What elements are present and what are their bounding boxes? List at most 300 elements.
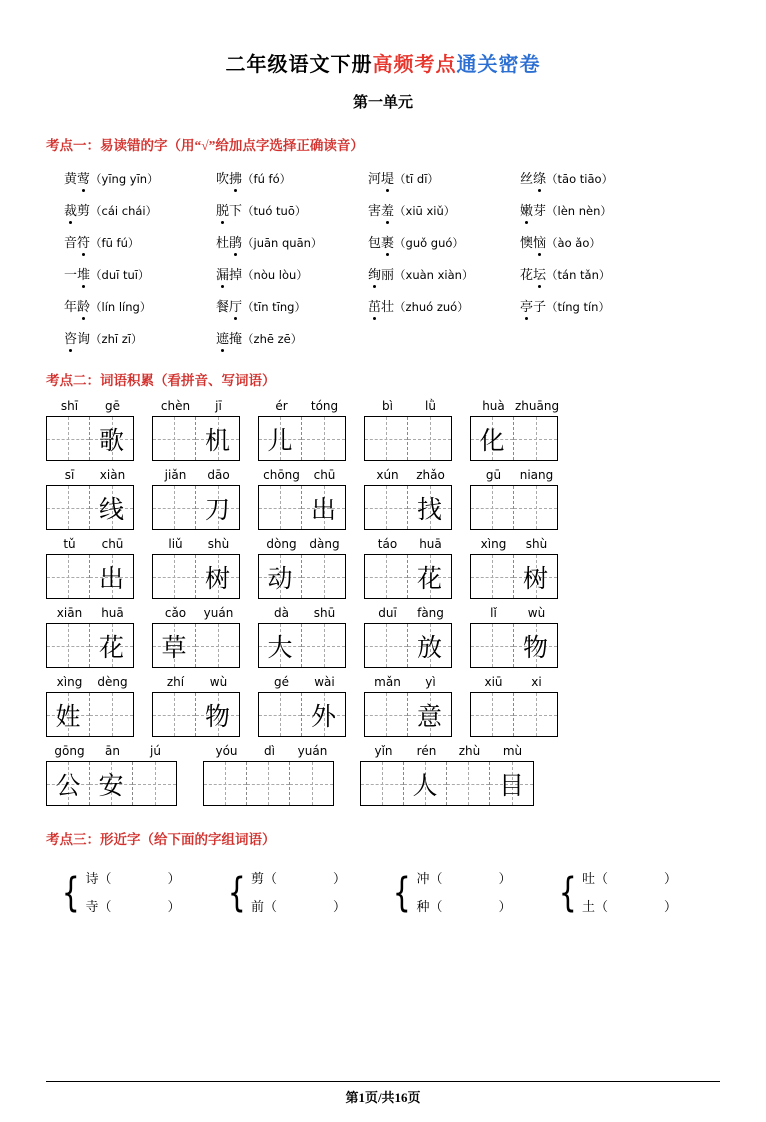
pinyin-choice-item[interactable] [368,296,520,315]
tianzige-cell[interactable] [90,486,133,529]
tianzige-cell[interactable] [408,417,451,460]
pinyin-label: sī xiàn [64,468,126,483]
tianzige-cell[interactable] [196,693,239,736]
tianzige-char [47,624,89,667]
tianzige-char [514,417,557,460]
pinyin-label: xún zhǎo [376,468,445,483]
pinyin-options[interactable]: （lèn nèn） [546,204,612,219]
pinyin-choice-item[interactable] [520,168,672,187]
tianzige-cell[interactable] [47,624,90,667]
tianzige-char [153,486,195,529]
tianzige-boxes[interactable] [470,623,558,668]
xingjinzi-char: 剪（ [250,870,277,886]
tianzige-boxes[interactable] [258,623,346,668]
xingjinzi-char: 冲（ [416,870,443,886]
tianzige-row [46,606,720,668]
pinyin-choice-item[interactable] [520,264,672,283]
tianzige-boxes[interactable] [203,761,334,806]
tianzige-char: 树 [204,565,230,593]
tianzige-boxes[interactable] [46,416,134,461]
word-text: 绚丽 [368,267,394,282]
tianzige-item[interactable] [364,399,452,461]
tianzige-boxes[interactable] [258,554,346,599]
pinyin-choice-item[interactable] [368,264,520,283]
tianzige-cell[interactable] [365,486,408,529]
tianzige-cell[interactable] [302,417,345,460]
tianzige-cell[interactable] [471,486,514,529]
pinyin-choice-item[interactable] [216,328,368,347]
pinyin-options[interactable]: （tāo tiāo） [546,172,614,187]
tianzige-char [365,624,407,667]
tianzige-item[interactable] [258,606,346,668]
tianzige-char: 物 [522,634,548,662]
tianzige-item[interactable] [152,675,240,737]
tianzige-char [365,555,407,598]
brace-icon: { [558,869,577,916]
tianzige-row [46,675,720,737]
tianzige-item[interactable] [470,399,558,461]
tianzige-cell[interactable] [259,693,302,736]
pinyin-label: chèn jī [160,399,222,414]
close-paren: ） [167,870,181,886]
tianzige-cell[interactable] [302,555,345,598]
tianzige-item[interactable] [364,468,452,530]
xingjinzi-row [58,865,720,921]
word-text: 裁剪 [64,203,90,218]
page-title [46,48,720,77]
pinyin-choice-item[interactable] [64,200,216,219]
tianzige-boxes[interactable] [152,416,240,461]
tianzige-boxes[interactable] [258,485,346,530]
pinyin-options[interactable]: （juān quān） [242,236,323,251]
section-2-body [46,399,720,806]
pinyin-label: jiǎn dāo [164,468,230,483]
tianzige-item[interactable] [364,537,452,599]
brace-icon: { [61,869,80,916]
tianzige-item[interactable] [203,744,334,806]
tianzige-item[interactable] [46,744,177,806]
tianzige-boxes[interactable] [258,692,346,737]
word-text: 包裹 [368,235,394,250]
tianzige-item[interactable] [364,606,452,668]
xingjinzi-line[interactable] [85,865,180,893]
pinyin-choice-item[interactable] [520,200,672,219]
tianzige-cell[interactable] [514,624,557,667]
pinyin-options[interactable]: （tī dī） [394,172,439,187]
tianzige-boxes[interactable] [364,485,452,530]
pinyin-options[interactable]: （zhuó zuó） [394,300,469,315]
tianzige-boxes[interactable] [470,416,558,461]
pinyin-choice-item[interactable] [520,296,672,315]
tianzige-row-wide [46,744,720,806]
pinyin-options[interactable]: （xuàn xiàn） [394,268,474,283]
tianzige-cell[interactable] [196,486,239,529]
tianzige-cell[interactable] [447,762,490,805]
tianzige-boxes[interactable] [152,485,240,530]
tianzige-char [290,762,333,805]
xingjinzi-line[interactable] [251,893,346,921]
word-text: 餐厅 [216,299,242,314]
tianzige-char [153,693,195,736]
pinyin-label: xiū xi [484,675,542,690]
tianzige-cell[interactable] [90,693,133,736]
tianzige-cell[interactable] [196,624,239,667]
word-text: 丝绦 [520,171,546,186]
tianzige-char: 线 [98,496,124,524]
tianzige-char [471,624,513,667]
pinyin-options[interactable]: （duī tuī） [90,268,150,283]
tianzige-boxes[interactable] [470,485,558,530]
tianzige-char [133,762,176,805]
tianzige-row [46,399,720,461]
pinyin-options[interactable]: （ào ǎo） [546,236,601,251]
pinyin-options[interactable]: （xiū xiǔ） [394,204,456,219]
tianzige-char [471,555,513,598]
tianzige-cell[interactable] [259,624,302,667]
footer-divider [46,1081,720,1082]
tianzige-item[interactable] [364,675,452,737]
pinyin-choice-item[interactable] [216,232,368,251]
word-text: 茁壮 [368,299,394,314]
close-paren: ） [498,870,512,886]
word-text: 音符 [64,235,90,250]
pinyin-options[interactable]: （fū fú） [90,236,140,251]
tianzige-char [471,486,513,529]
tianzige-char [447,762,489,805]
section-1-heading: 考点一：易读错的字（用“√”给加点字选择正确读音） [46,138,364,153]
pinyin-label: táo huā [377,537,442,552]
page-subtitle: 第一单元 [352,95,413,111]
tianzige-item[interactable] [46,537,134,599]
tianzige-item[interactable] [152,606,240,668]
xingjinzi-group[interactable] [389,865,555,921]
pinyin-choice-row [64,328,720,347]
tianzige-char [302,624,345,667]
tianzige-cell[interactable] [408,555,451,598]
section-3-body [46,865,720,921]
tianzige-boxes[interactable] [152,692,240,737]
tianzige-cell[interactable] [471,555,514,598]
tianzige-boxes[interactable] [46,485,134,530]
close-paren: ） [332,898,346,914]
tianzige-boxes[interactable] [470,554,558,599]
tianzige-item[interactable] [470,606,558,668]
pinyin-label: ér tóng [275,399,339,414]
tianzige-cell[interactable] [514,486,557,529]
tianzige-char [471,693,513,736]
tianzige-cell[interactable] [302,693,345,736]
tianzige-boxes[interactable] [46,692,134,737]
tianzige-cell[interactable] [302,486,345,529]
tianzige-item[interactable] [360,744,534,806]
tianzige-cell[interactable] [408,693,451,736]
tianzige-cell[interactable] [47,417,90,460]
close-paren: ） [663,870,677,886]
pinyin-choice-row [64,200,720,219]
tianzige-row [46,537,720,599]
tianzige-char [196,624,239,667]
pinyin-options[interactable]: （lín líng） [90,300,152,315]
pinyin-label: xìng dèng [56,675,128,690]
xingjinzi-line[interactable] [416,893,511,921]
tianzige-item[interactable] [46,675,134,737]
tianzige-cell[interactable] [259,486,302,529]
tianzige-boxes[interactable] [152,623,240,668]
word-text: 年龄 [64,299,90,314]
pinyin-label: huà zhuāng [482,399,560,414]
pinyin-options[interactable]: （yīng yīn） [90,172,159,187]
tianzige-char: 儿 [267,427,293,455]
pinyin-label: xìng shù [480,537,548,552]
pinyin-choice-item[interactable] [216,200,368,219]
tianzige-cell[interactable] [365,693,408,736]
word-text: 脱下 [216,203,242,218]
tianzige-char [302,555,345,598]
xingjinzi-line[interactable] [85,893,180,921]
xingjinzi-char: 土（ [581,898,608,914]
pinyin-choice-item[interactable] [368,168,520,187]
tianzige-char: 歌 [98,427,124,455]
tianzige-cell[interactable] [471,624,514,667]
tianzige-char: 物 [204,703,230,731]
tianzige-cell[interactable] [153,486,196,529]
xingjinzi-line[interactable] [251,865,346,893]
pinyin-options[interactable]: （cái chái） [90,204,158,219]
xingjinzi-char: 吐（ [581,870,608,886]
tianzige-char [361,762,403,805]
tianzige-char [365,693,407,736]
tianzige-item[interactable] [152,399,240,461]
close-paren: ） [663,898,677,914]
tianzige-char: 公 [55,772,81,800]
tianzige-char: 人 [412,772,438,800]
tianzige-char [153,555,195,598]
pinyin-options[interactable]: （guǒ guó） [394,236,464,251]
tianzige-char: 出 [310,496,336,524]
tianzige-cell[interactable] [302,624,345,667]
tianzige-cell[interactable] [259,417,302,460]
tianzige-item[interactable] [470,675,558,737]
title-part3: 通关密卷 [456,54,541,76]
pinyin-label: xiān huā [56,606,124,621]
tianzige-char: 动 [267,565,293,593]
tianzige-cell[interactable] [204,762,247,805]
close-paren: ） [167,898,181,914]
tianzige-boxes[interactable] [258,416,346,461]
pinyin-choice-item[interactable] [64,232,216,251]
pinyin-options[interactable]: （fú fó） [242,172,292,187]
tianzige-row [46,468,720,530]
tianzige-item[interactable] [258,675,346,737]
pinyin-label: bì lǜ [382,399,436,414]
tianzige-cell[interactable] [133,762,176,805]
pinyin-options[interactable]: （tuó tuō） [242,204,307,219]
tianzige-boxes[interactable] [360,761,534,806]
tianzige-item[interactable] [152,537,240,599]
tianzige-cell[interactable] [514,417,557,460]
tianzige-item[interactable] [46,399,134,461]
tianzige-char [365,417,407,460]
pinyin-choice-item[interactable] [216,168,368,187]
tianzige-cell[interactable] [408,486,451,529]
pinyin-options[interactable]: （zhī zī） [90,332,143,347]
pinyin-options[interactable]: （nòu lòu） [242,268,308,283]
brace-icon: { [227,869,246,916]
tianzige-item[interactable] [46,468,134,530]
tianzige-item[interactable] [152,468,240,530]
section-1-body [46,168,720,347]
tianzige-cell[interactable] [47,486,90,529]
pinyin-choice-row [64,264,720,283]
pinyin-label: gū niang [485,468,554,483]
pinyin-choice-item[interactable] [368,200,520,219]
tianzige-item[interactable] [258,468,346,530]
word-text: 河堤 [368,171,394,186]
tianzige-cell[interactable] [90,624,133,667]
xingjinzi-group[interactable] [58,865,224,921]
word-text: 咨询 [64,331,90,346]
tianzige-cell[interactable] [514,693,557,736]
tianzige-char [90,693,133,736]
tianzige-char [302,417,345,460]
tianzige-boxes[interactable] [46,623,134,668]
xingjinzi-line[interactable] [582,865,677,893]
tianzige-item[interactable] [470,537,558,599]
section-2-heading: 考点二：词语积累（看拼音、写词语） [46,373,276,389]
pinyin-choice-item[interactable] [64,264,216,283]
tianzige-cell[interactable] [153,693,196,736]
tianzige-char: 出 [98,565,124,593]
tianzige-item[interactable] [46,606,134,668]
word-text: 一堆 [64,267,90,282]
pinyin-label: cǎo yuán [164,606,234,621]
pinyin-label: chōng chū [263,468,336,483]
tianzige-cell[interactable] [47,555,90,598]
brace-icon: { [392,869,411,916]
pinyin-label: yǐn rén zhù mù [374,744,523,759]
tianzige-cell[interactable] [247,762,290,805]
xingjinzi-char: 诗（ [85,870,112,886]
xingjinzi-group[interactable] [224,865,390,921]
tianzige-cell[interactable] [408,624,451,667]
pinyin-choice-item[interactable] [64,168,216,187]
tianzige-cell[interactable] [90,417,133,460]
tianzige-cell[interactable] [153,417,196,460]
pinyin-choice-row [64,168,720,187]
tianzige-cell[interactable] [365,417,408,460]
tianzige-char [259,693,301,736]
tianzige-cell[interactable] [196,555,239,598]
tianzige-boxes[interactable] [364,692,452,737]
tianzige-cell[interactable] [259,555,302,598]
pinyin-choice-item[interactable] [64,296,216,315]
word-text: 亭子 [520,299,546,314]
word-text: 遮掩 [216,331,242,346]
tianzige-boxes[interactable] [364,416,452,461]
tianzige-cell[interactable] [404,762,447,805]
tianzige-char: 刀 [204,496,230,524]
tianzige-cell[interactable] [47,762,90,805]
tianzige-cell[interactable] [365,624,408,667]
pinyin-label: gōng ān jú [54,744,161,759]
tianzige-char: 放 [416,634,442,662]
tianzige-char [259,486,301,529]
tianzige-char [47,486,89,529]
tianzige-cell[interactable] [196,417,239,460]
pinyin-label: lǐ wù [490,606,546,621]
pinyin-options[interactable]: （zhē zē） [242,332,303,347]
tianzige-char [153,417,195,460]
tianzige-cell[interactable] [47,693,90,736]
pinyin-choice-item[interactable] [216,264,368,283]
xingjinzi-group[interactable] [555,865,721,921]
pinyin-label: duī fàng [378,606,444,621]
tianzige-item[interactable] [258,399,346,461]
tianzige-cell[interactable] [153,624,196,667]
pinyin-label: liǔ shù [168,537,230,552]
word-text: 杜鹃 [216,235,242,250]
pinyin-choice-row [64,296,720,315]
tianzige-char [408,417,451,460]
tianzige-boxes[interactable] [46,761,177,806]
tianzige-cell[interactable] [290,762,333,805]
tianzige-cell[interactable] [90,762,133,805]
tianzige-char [47,555,89,598]
tianzige-cell[interactable] [471,417,514,460]
tianzige-char: 目 [498,772,524,800]
xingjinzi-line[interactable] [416,865,511,893]
tianzige-char: 意 [416,703,442,731]
tianzige-boxes[interactable] [470,692,558,737]
pinyin-choice-item[interactable] [64,328,216,347]
word-text: 花坛 [520,267,546,282]
tianzige-cell[interactable] [361,762,404,805]
xingjinzi-char: 寺（ [85,898,112,914]
pinyin-choice-item[interactable] [520,232,672,251]
tianzige-boxes[interactable] [364,623,452,668]
tianzige-item[interactable] [470,468,558,530]
pinyin-choice-row [64,232,720,251]
pinyin-options[interactable]: （tán tǎn） [546,268,611,283]
tianzige-boxes[interactable] [152,554,240,599]
tianzige-cell[interactable] [365,555,408,598]
pinyin-choice-item[interactable] [216,296,368,315]
tianzige-char: 安 [98,772,124,800]
pinyin-label: tǔ chū [63,537,124,552]
tianzige-char [514,693,557,736]
tianzige-char: 化 [479,427,505,455]
pinyin-options[interactable]: （tíng tín） [546,300,610,315]
pinyin-options[interactable]: （tīn tīng） [242,300,306,315]
tianzige-cell[interactable] [490,762,533,805]
pinyin-choice-item[interactable] [368,232,520,251]
tianzige-boxes[interactable] [364,554,452,599]
tianzige-cell[interactable] [471,693,514,736]
tianzige-cell[interactable] [514,555,557,598]
tianzige-char: 姓 [55,703,81,731]
pinyin-label: zhí wù [166,675,228,690]
tianzige-boxes[interactable] [46,554,134,599]
tianzige-cell[interactable] [153,555,196,598]
tianzige-item[interactable] [258,537,346,599]
page-footer: 第1页/共16页 [345,1090,421,1105]
title-part2: 高频考点 [372,54,457,76]
pinyin-label: dòng dàng [266,537,340,552]
tianzige-cell[interactable] [90,555,133,598]
tianzige-char: 找 [416,496,442,524]
tianzige-char: 花 [98,634,124,662]
xingjinzi-line[interactable] [582,893,677,921]
